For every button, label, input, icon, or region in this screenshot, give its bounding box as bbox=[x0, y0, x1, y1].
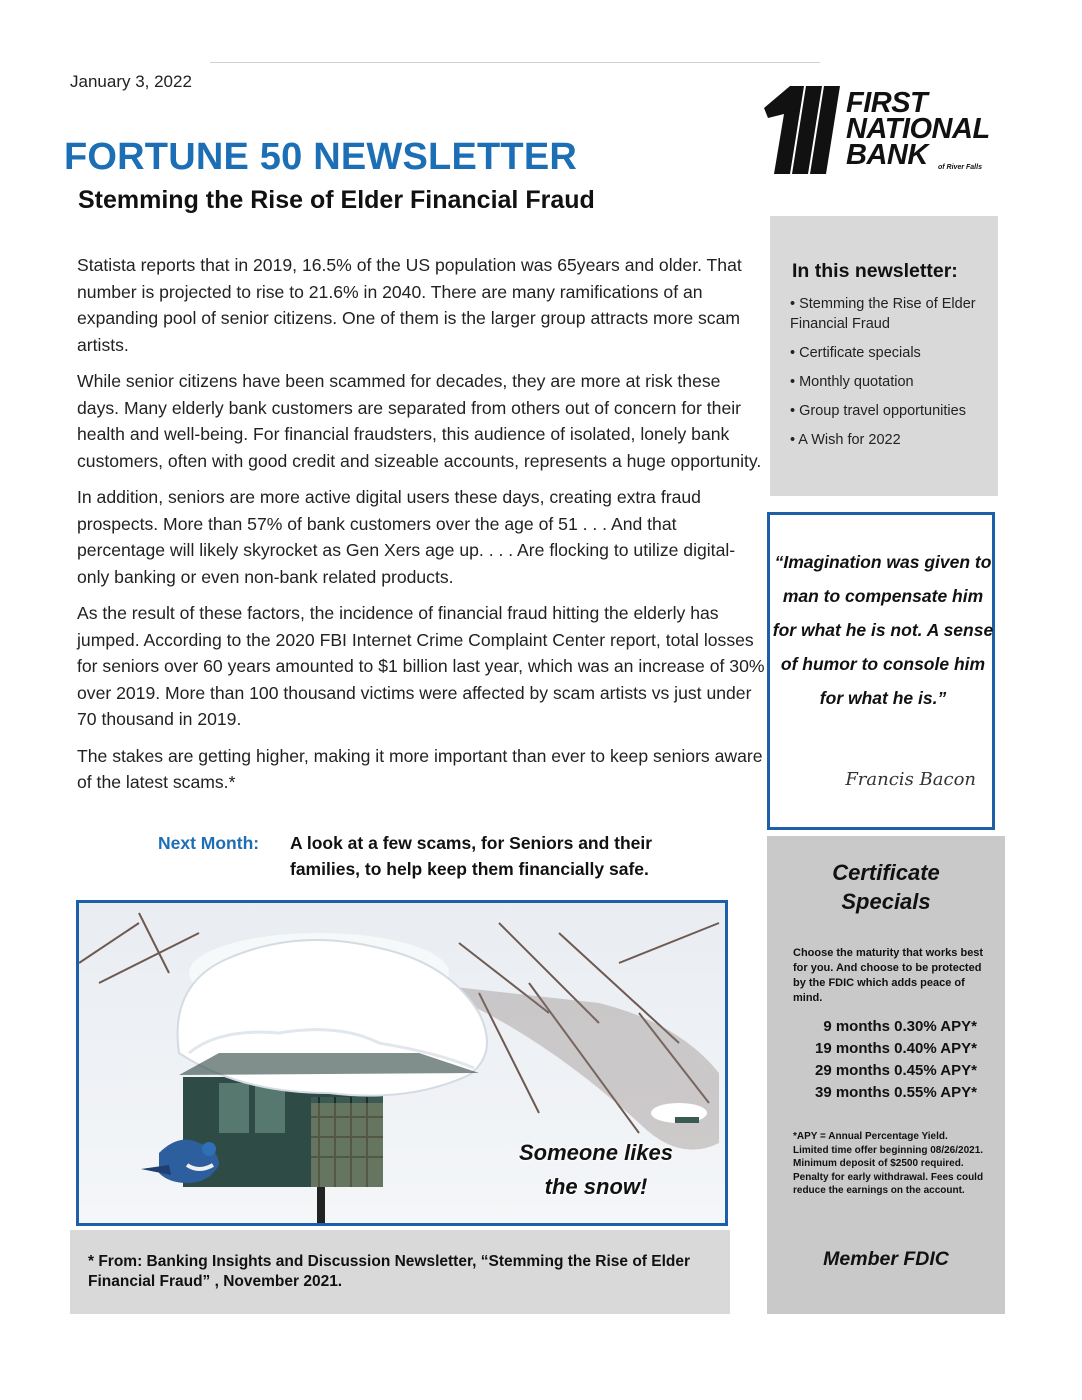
rate-row: 39 months 0.55% APY* bbox=[814, 1084, 977, 1101]
table-of-contents bbox=[770, 216, 998, 496]
bank-name-line1: FIRST bbox=[846, 87, 928, 119]
toc-title: In this newsletter: bbox=[792, 260, 958, 282]
bank-logo bbox=[760, 78, 1022, 178]
rate-row: 19 months 0.40% APY* bbox=[814, 1040, 977, 1057]
certificate-title-line2: Specials bbox=[841, 889, 931, 914]
next-month-label: Next Month: bbox=[158, 833, 260, 853]
bank-logo-mark-icon bbox=[760, 78, 850, 178]
issue-date: January 3, 2022 bbox=[70, 72, 192, 91]
bank-location: of River Falls bbox=[938, 164, 982, 171]
next-month-teaser bbox=[158, 830, 718, 879]
source-footnote-box bbox=[70, 1230, 730, 1314]
monthly-quotation bbox=[767, 512, 995, 830]
article-paragraph: While senior citizens have been scammed for decades, they are more at risk these days. Many elderly bank customers are separated from others out of concern for their health and well-being. For financial fraudsters, this audience of isolated, lonely bank customers, often with good credit and sizeable accounts, represents a huge opportunity. bbox=[77, 371, 762, 471]
header-divider bbox=[210, 62, 820, 63]
apy-disclaimer: *APY = Annual Percentage Yield. Limited time offer beginning 08/26/2021. Minimum deposit of $2500 required. Penalty for early withdrawal. Fees could reduce the earnings on the account. bbox=[793, 1131, 984, 1196]
toc-item: • A Wish for 2022 bbox=[790, 432, 901, 448]
article-paragraph: As the result of these factors, the incidence of financial fraud hitting the elderly has jumped. According to the 2020 FBI Internet Crime Complaint Center report, total losses for seniors over 60 years amounted to $1 billion last year, which was an increase of 30% over 2019. More than 100 thousand victims were affected by scam artists vs just under 70 thousand in 2019. bbox=[77, 603, 765, 729]
quote-text: “Imagination was given to man to compensate him for what he is not. A sense of humor to console him for what he is.” bbox=[772, 552, 994, 708]
photo-caption-line1: Someone likes bbox=[518, 1140, 674, 1165]
certificate-title-line1: Certificate bbox=[832, 860, 940, 885]
bank-name bbox=[846, 87, 990, 171]
toc-item: • Group travel opportunities bbox=[790, 403, 966, 419]
article-paragraph: The stakes are getting higher, making it more important than ever to keep seniors aware of the latest scams.* bbox=[77, 745, 763, 792]
bank-name-line2: NATIONAL bbox=[846, 113, 990, 145]
toc-item: • Certificate specials bbox=[790, 345, 921, 361]
member-fdic: Member FDIC bbox=[823, 1248, 949, 1270]
certificate-rates bbox=[791, 1016, 1001, 1104]
newsletter-masthead: FORTUNE 50 NEWSLETTER bbox=[64, 136, 578, 178]
quote-author: Francis Bacon bbox=[845, 769, 976, 790]
toc-list bbox=[790, 294, 995, 459]
source-footnote: * From: Banking Insights and Discussion Newsletter, “Stemming the Rise of Elder Financial Fraud” , November 2021. bbox=[88, 1253, 691, 1290]
next-month-text: A look at a few scams, for Seniors and their families, to help keep them financially safe. bbox=[290, 833, 653, 879]
photo-caption bbox=[486, 1136, 706, 1204]
rate-row: 9 months 0.30% APY* bbox=[823, 1018, 977, 1035]
photo-caption-line2: the snow! bbox=[544, 1174, 648, 1199]
rate-row: 29 months 0.45% APY* bbox=[814, 1062, 977, 1079]
article-paragraph: In addition, seniors are more active digital users these days, creating extra fraud prospects. More than 57% of bank customers over the age of 51 . . . And that percentage will likely skyrocket as Gen Xers age up. . . . Are flocking to utilize digital-only banking or even non-bank related products. bbox=[77, 487, 736, 587]
article-headline: Stemming the Rise of Elder Financial Fraud bbox=[78, 186, 595, 214]
bank-name-line3: BANK bbox=[846, 139, 928, 171]
article-paragraph: Statista reports that in 2019, 16.5% of the US population was 65years and older. That number is projected to rise to 21.6% in 2040. There are many ramifications of an expanding pool of senior citizens. One of them is the larger group attracts more scam artists. bbox=[77, 255, 742, 355]
toc-item: • Monthly quotation bbox=[790, 374, 914, 390]
article-body bbox=[77, 252, 767, 806]
certificate-title bbox=[767, 858, 1005, 916]
toc-item: • Stemming the Rise of Elder Financial Fraud bbox=[790, 296, 976, 332]
certificate-intro: Choose the maturity that works best for you. And choose to be protected by the FDIC which adds peace of mind. bbox=[793, 947, 984, 1004]
certificate-specials bbox=[767, 836, 1005, 1314]
